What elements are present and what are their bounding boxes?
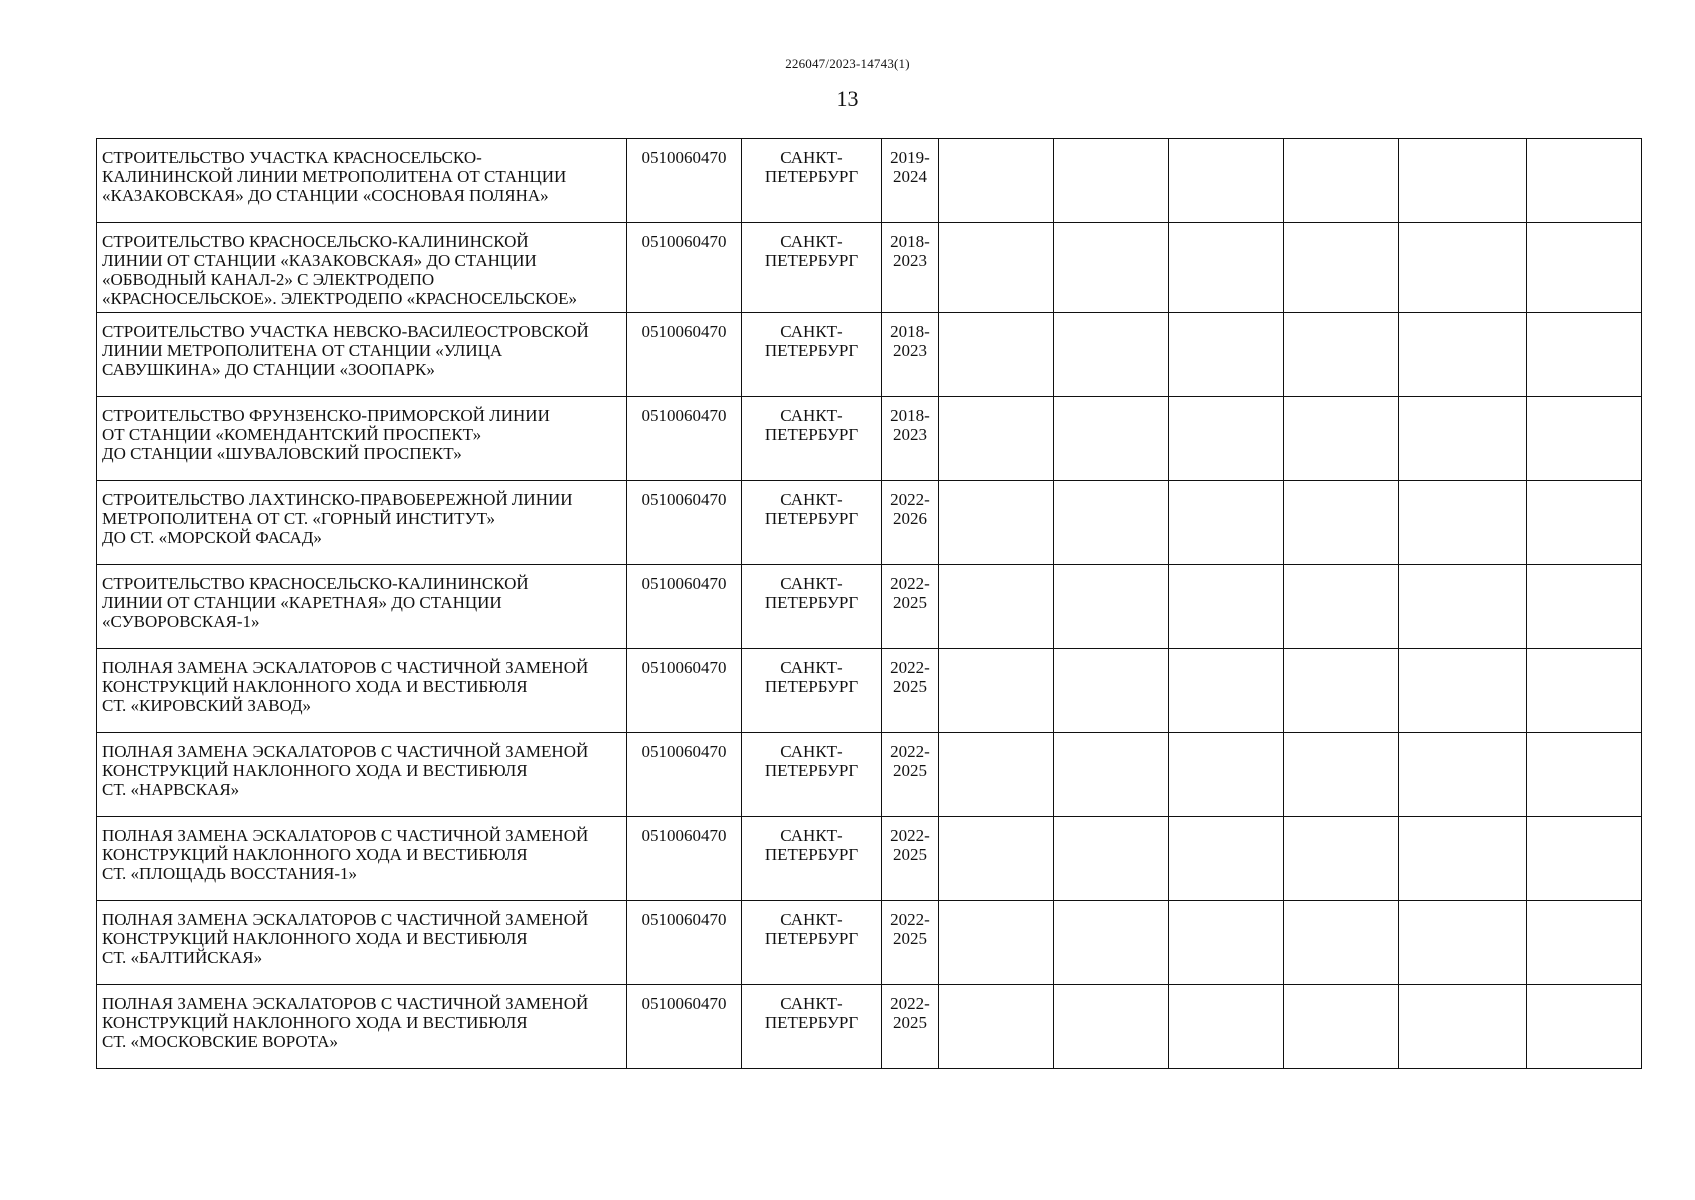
empty-value-cell: [1284, 649, 1399, 733]
empty-value-cell: [1399, 985, 1527, 1069]
empty-value-cell: [1399, 313, 1527, 397]
empty-value-cell: [1054, 139, 1169, 223]
region-cell: САНКТ- ПЕТЕРБУРГ: [742, 139, 882, 223]
empty-value-cell: [1169, 649, 1284, 733]
period-cell: 2022- 2025: [882, 733, 939, 817]
region-cell: САНКТ- ПЕТЕРБУРГ: [742, 817, 882, 901]
program-code-cell: 0510060470: [627, 139, 742, 223]
region-cell: САНКТ- ПЕТЕРБУРГ: [742, 733, 882, 817]
empty-value-cell: [1054, 985, 1169, 1069]
table-row: [97, 985, 1642, 1069]
program-code-cell: 0510060470: [627, 901, 742, 985]
empty-value-cell: [1399, 565, 1527, 649]
empty-value-cell: [939, 313, 1054, 397]
period-cell: 2022- 2025: [882, 817, 939, 901]
empty-value-cell: [1169, 223, 1284, 313]
program-code-cell: 0510060470: [627, 223, 742, 313]
program-code-cell: 0510060470: [627, 733, 742, 817]
empty-value-cell: [1284, 901, 1399, 985]
empty-value-cell: [1169, 985, 1284, 1069]
empty-value-cell: [1527, 565, 1642, 649]
period-cell: 2018- 2023: [882, 397, 939, 481]
program-code-cell: 0510060470: [627, 565, 742, 649]
empty-value-cell: [1169, 313, 1284, 397]
empty-value-cell: [1169, 817, 1284, 901]
empty-value-cell: [939, 397, 1054, 481]
program-code-cell: 0510060470: [627, 985, 742, 1069]
empty-value-cell: [1054, 901, 1169, 985]
empty-value-cell: [1054, 733, 1169, 817]
empty-value-cell: [1399, 223, 1527, 313]
empty-value-cell: [1527, 649, 1642, 733]
period-cell: 2022- 2025: [882, 901, 939, 985]
program-code-cell: 0510060470: [627, 313, 742, 397]
project-name-cell: СТРОИТЕЛЬСТВО КРАСНОСЕЛЬСКО-КАЛИНИНСКОЙ ЛИНИИ ОТ СТАНЦИИ «КАЗАКОВСКАЯ» ДО СТАНЦИИ «ОБВОДНЫЙ КАНАЛ-2» С ЭЛЕКТРОДЕПО «КРАСНОСЕЛЬСКОЕ». ЭЛЕКТРОДЕПО «КРАСНОСЕЛЬСКОЕ»: [97, 223, 627, 313]
project-name-cell: ПОЛНАЯ ЗАМЕНА ЭСКАЛАТОРОВ С ЧАСТИЧНОЙ ЗАМЕНОЙ КОНСТРУКЦИЙ НАКЛОННОГО ХОДА И ВЕСТИБЮЛЯ СТ. «БАЛТИЙСКАЯ»: [97, 901, 627, 985]
empty-value-cell: [939, 223, 1054, 313]
empty-value-cell: [939, 985, 1054, 1069]
period-cell: 2018- 2023: [882, 313, 939, 397]
period-cell: 2019- 2024: [882, 139, 939, 223]
project-name-cell: СТРОИТЕЛЬСТВО УЧАСТКА НЕВСКО-ВАСИЛЕОСТРОВСКОЙ ЛИНИИ МЕТРОПОЛИТЕНА ОТ СТАНЦИИ «УЛИЦА САВУШКИНА» ДО СТАНЦИИ «ЗООПАРК»: [97, 313, 627, 397]
region-cell: САНКТ- ПЕТЕРБУРГ: [742, 901, 882, 985]
region-cell: САНКТ- ПЕТЕРБУРГ: [742, 313, 882, 397]
empty-value-cell: [1527, 985, 1642, 1069]
registry-table-body: [97, 139, 1642, 1069]
empty-value-cell: [1399, 733, 1527, 817]
empty-value-cell: [939, 817, 1054, 901]
empty-value-cell: [1527, 139, 1642, 223]
program-code-cell: 0510060470: [627, 397, 742, 481]
empty-value-cell: [1054, 817, 1169, 901]
registry-table: [96, 138, 1642, 1069]
region-cell: САНКТ- ПЕТЕРБУРГ: [742, 481, 882, 565]
project-name-cell: СТРОИТЕЛЬСТВО ЛАХТИНСКО-ПРАВОБЕРЕЖНОЙ ЛИНИИ МЕТРОПОЛИТЕНА ОТ СТ. «ГОРНЫЙ ИНСТИТУТ» ДО СТ. «МОРСКОЙ ФАСАД»: [97, 481, 627, 565]
empty-value-cell: [1169, 733, 1284, 817]
document-id: 226047/2023-14743(1): [785, 56, 910, 71]
empty-value-cell: [1284, 397, 1399, 481]
program-code-cell: 0510060470: [627, 649, 742, 733]
table-row: [97, 901, 1642, 985]
empty-value-cell: [1527, 901, 1642, 985]
period-cell: 2022- 2025: [882, 565, 939, 649]
empty-value-cell: [939, 901, 1054, 985]
empty-value-cell: [1054, 481, 1169, 565]
table-row: [97, 397, 1642, 481]
empty-value-cell: [939, 733, 1054, 817]
empty-value-cell: [1527, 817, 1642, 901]
region-cell: САНКТ- ПЕТЕРБУРГ: [742, 649, 882, 733]
empty-value-cell: [939, 481, 1054, 565]
project-name-cell: СТРОИТЕЛЬСТВО КРАСНОСЕЛЬСКО-КАЛИНИНСКОЙ ЛИНИИ ОТ СТАНЦИИ «КАРЕТНАЯ» ДО СТАНЦИИ «СУВОРОВСКАЯ-1»: [97, 565, 627, 649]
program-code-cell: 0510060470: [627, 481, 742, 565]
empty-value-cell: [1054, 223, 1169, 313]
region-cell: САНКТ- ПЕТЕРБУРГ: [742, 223, 882, 313]
project-name-cell: СТРОИТЕЛЬСТВО ФРУНЗЕНСКО-ПРИМОРСКОЙ ЛИНИИ ОТ СТАНЦИИ «КОМЕНДАНТСКИЙ ПРОСПЕКТ» ДО СТАНЦИИ «ШУВАЛОВСКИЙ ПРОСПЕКТ»: [97, 397, 627, 481]
empty-value-cell: [1527, 223, 1642, 313]
empty-value-cell: [939, 565, 1054, 649]
empty-value-cell: [1527, 481, 1642, 565]
period-cell: 2022- 2025: [882, 985, 939, 1069]
empty-value-cell: [939, 649, 1054, 733]
empty-value-cell: [1054, 313, 1169, 397]
project-name-cell: ПОЛНАЯ ЗАМЕНА ЭСКАЛАТОРОВ С ЧАСТИЧНОЙ ЗАМЕНОЙ КОНСТРУКЦИЙ НАКЛОННОГО ХОДА И ВЕСТИБЮЛЯ СТ. «ПЛОЩАДЬ ВОССТАНИЯ-1»: [97, 817, 627, 901]
project-name-cell: ПОЛНАЯ ЗАМЕНА ЭСКАЛАТОРОВ С ЧАСТИЧНОЙ ЗАМЕНОЙ КОНСТРУКЦИЙ НАКЛОННОГО ХОДА И ВЕСТИБЮЛЯ СТ. «КИРОВСКИЙ ЗАВОД»: [97, 649, 627, 733]
empty-value-cell: [1284, 565, 1399, 649]
empty-value-cell: [1284, 223, 1399, 313]
project-name-cell: ПОЛНАЯ ЗАМЕНА ЭСКАЛАТОРОВ С ЧАСТИЧНОЙ ЗАМЕНОЙ КОНСТРУКЦИЙ НАКЛОННОГО ХОДА И ВЕСТИБЮЛЯ СТ. «НАРВСКАЯ»: [97, 733, 627, 817]
table-row: [97, 223, 1642, 313]
period-cell: 2018- 2023: [882, 223, 939, 313]
empty-value-cell: [1284, 985, 1399, 1069]
empty-value-cell: [1284, 139, 1399, 223]
empty-value-cell: [1284, 313, 1399, 397]
empty-value-cell: [1399, 649, 1527, 733]
empty-value-cell: [1527, 313, 1642, 397]
project-name-cell: ПОЛНАЯ ЗАМЕНА ЭСКАЛАТОРОВ С ЧАСТИЧНОЙ ЗАМЕНОЙ КОНСТРУКЦИЙ НАКЛОННОГО ХОДА И ВЕСТИБЮЛЯ СТ. «МОСКОВСКИЕ ВОРОТА»: [97, 985, 627, 1069]
empty-value-cell: [1169, 901, 1284, 985]
table-row: [97, 313, 1642, 397]
page-number: 13: [836, 86, 859, 111]
program-code-cell: 0510060470: [627, 817, 742, 901]
table-row: [97, 565, 1642, 649]
empty-value-cell: [1399, 817, 1527, 901]
empty-value-cell: [1169, 481, 1284, 565]
empty-value-cell: [1399, 397, 1527, 481]
table-row: [97, 733, 1642, 817]
empty-value-cell: [1399, 481, 1527, 565]
empty-value-cell: [1169, 397, 1284, 481]
empty-value-cell: [1399, 139, 1527, 223]
empty-value-cell: [939, 139, 1054, 223]
empty-value-cell: [1054, 649, 1169, 733]
empty-value-cell: [1284, 817, 1399, 901]
empty-value-cell: [1527, 733, 1642, 817]
project-name-cell: СТРОИТЕЛЬСТВО УЧАСТКА КРАСНОСЕЛЬСКО- КАЛИНИНСКОЙ ЛИНИИ МЕТРОПОЛИТЕНА ОТ СТАНЦИИ «КАЗАКОВСКАЯ» ДО СТАНЦИИ «СОСНОВАЯ ПОЛЯНА»: [97, 139, 627, 223]
table-row: [97, 139, 1642, 223]
empty-value-cell: [1054, 565, 1169, 649]
empty-value-cell: [1169, 565, 1284, 649]
region-cell: САНКТ- ПЕТЕРБУРГ: [742, 565, 882, 649]
table-row: [97, 817, 1642, 901]
period-cell: 2022- 2025: [882, 649, 939, 733]
region-cell: САНКТ- ПЕТЕРБУРГ: [742, 397, 882, 481]
empty-value-cell: [1054, 397, 1169, 481]
empty-value-cell: [1284, 481, 1399, 565]
period-cell: 2022- 2026: [882, 481, 939, 565]
empty-value-cell: [1169, 139, 1284, 223]
region-cell: САНКТ- ПЕТЕРБУРГ: [742, 985, 882, 1069]
empty-value-cell: [1527, 397, 1642, 481]
table-row: [97, 481, 1642, 565]
empty-value-cell: [1399, 901, 1527, 985]
empty-value-cell: [1284, 733, 1399, 817]
table-row: [97, 649, 1642, 733]
